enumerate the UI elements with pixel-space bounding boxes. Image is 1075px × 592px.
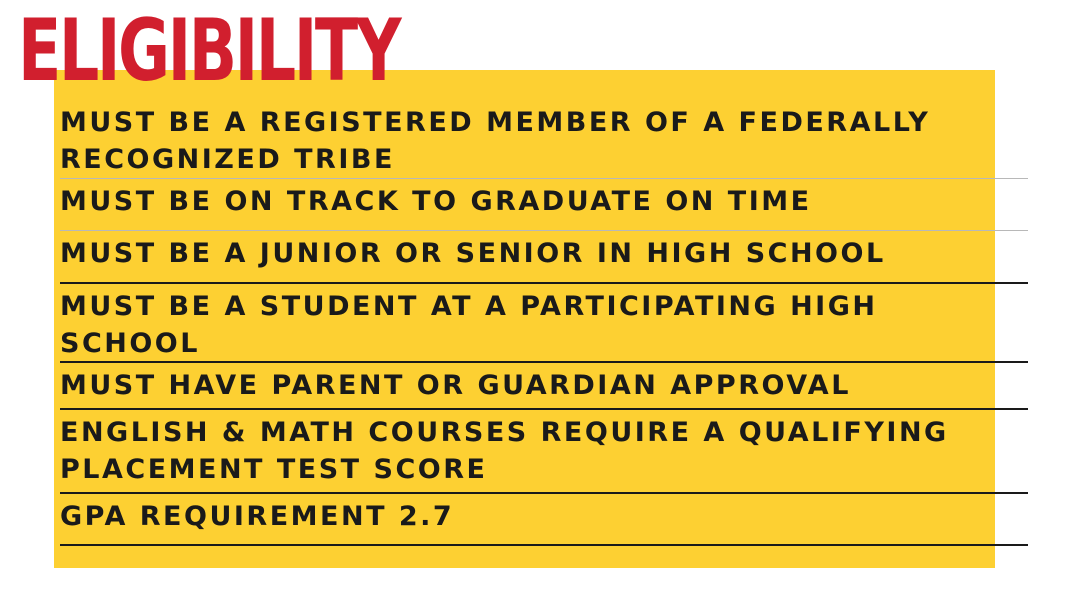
list-item: MUST BE A REGISTERED MEMBER OF A FEDERALLY RECOGNIZED TRIBE (60, 100, 1028, 179)
eligibility-list (60, 100, 1028, 546)
list-item: ENGLISH & MATH COURSES REQUIRE A QUALIFYING PLACEMENT TEST SCORE (60, 410, 1028, 494)
list-item: MUST BE ON TRACK TO GRADUATE ON TIME (60, 179, 1028, 231)
list-item: GPA REQUIREMENT 2.7 (60, 494, 1028, 546)
page-title: ELIGIBILITY (18, 1, 400, 101)
list-item: MUST HAVE PARENT OR GUARDIAN APPROVAL (60, 363, 1028, 410)
list-item: MUST BE A JUNIOR OR SENIOR IN HIGH SCHOOL (60, 231, 1028, 284)
list-item: MUST BE A STUDENT AT A PARTICIPATING HIGH SCHOOL (60, 284, 1028, 363)
